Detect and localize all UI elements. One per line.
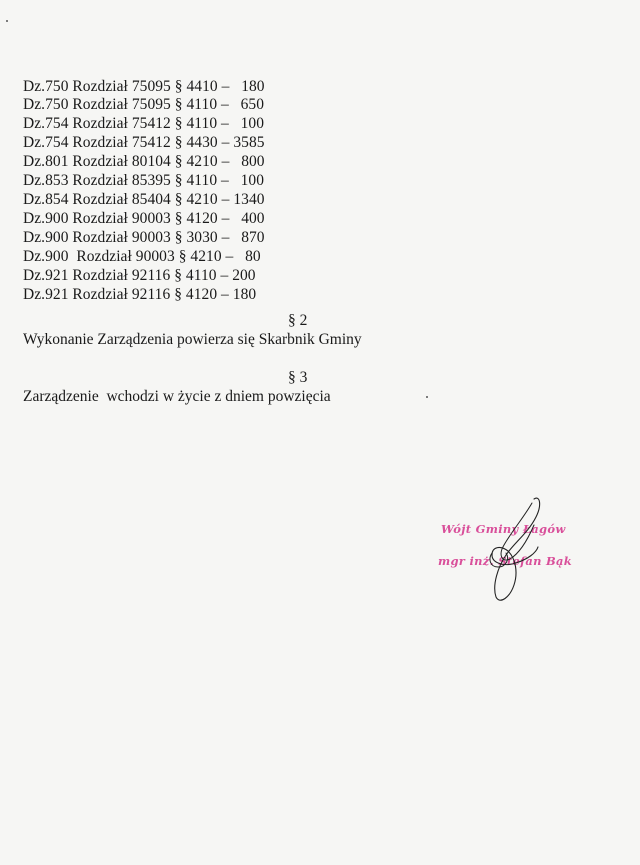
budget-line: Dz.921 Rozdział 92116 § 4120 – 180	[23, 286, 257, 303]
section-2-heading: § 2	[288, 312, 308, 329]
budget-line: Dz.754 Rozdział 75412 § 4430 – 3585	[23, 134, 265, 151]
section-2-text: Wykonanie Zarządzenia powierza się Skarbnik Gminy	[23, 331, 362, 348]
budget-line: Dz.750 Rozdział 75095 § 4410 – 180	[23, 78, 265, 95]
budget-line: Dz.750 Rozdział 75095 § 4110 – 650	[23, 96, 265, 113]
budget-line: Dz.853 Rozdział 85395 § 4110 – 100	[23, 172, 265, 189]
ink-speck	[426, 396, 428, 398]
budget-line: Dz.900 Rozdział 90003 § 4120 – 400	[23, 210, 265, 227]
stamp-name: mgr inż. Stefan Bąk	[438, 554, 573, 568]
budget-line: Dz.900 Rozdział 90003 § 4210 – 80	[23, 248, 261, 265]
budget-line: Dz.900 Rozdział 90003 § 3030 – 870	[23, 229, 265, 246]
budget-line: Dz.754 Rozdział 75412 § 4110 – 100	[23, 115, 265, 132]
handwritten-signature	[462, 493, 562, 605]
section-3-text: Zarządzenie wchodzi w życie z dniem powzięcia	[23, 388, 331, 405]
budget-line: Dz.921 Rozdział 92116 § 4110 – 200	[23, 267, 256, 284]
section-3-heading: § 3	[288, 369, 308, 386]
ink-speck	[6, 20, 8, 22]
stamp-title: Wójt Gminy Łagów	[441, 522, 566, 536]
budget-line: Dz.801 Rozdział 80104 § 4210 – 800	[23, 153, 265, 170]
budget-line: Dz.854 Rozdział 85404 § 4210 – 1340	[23, 191, 265, 208]
